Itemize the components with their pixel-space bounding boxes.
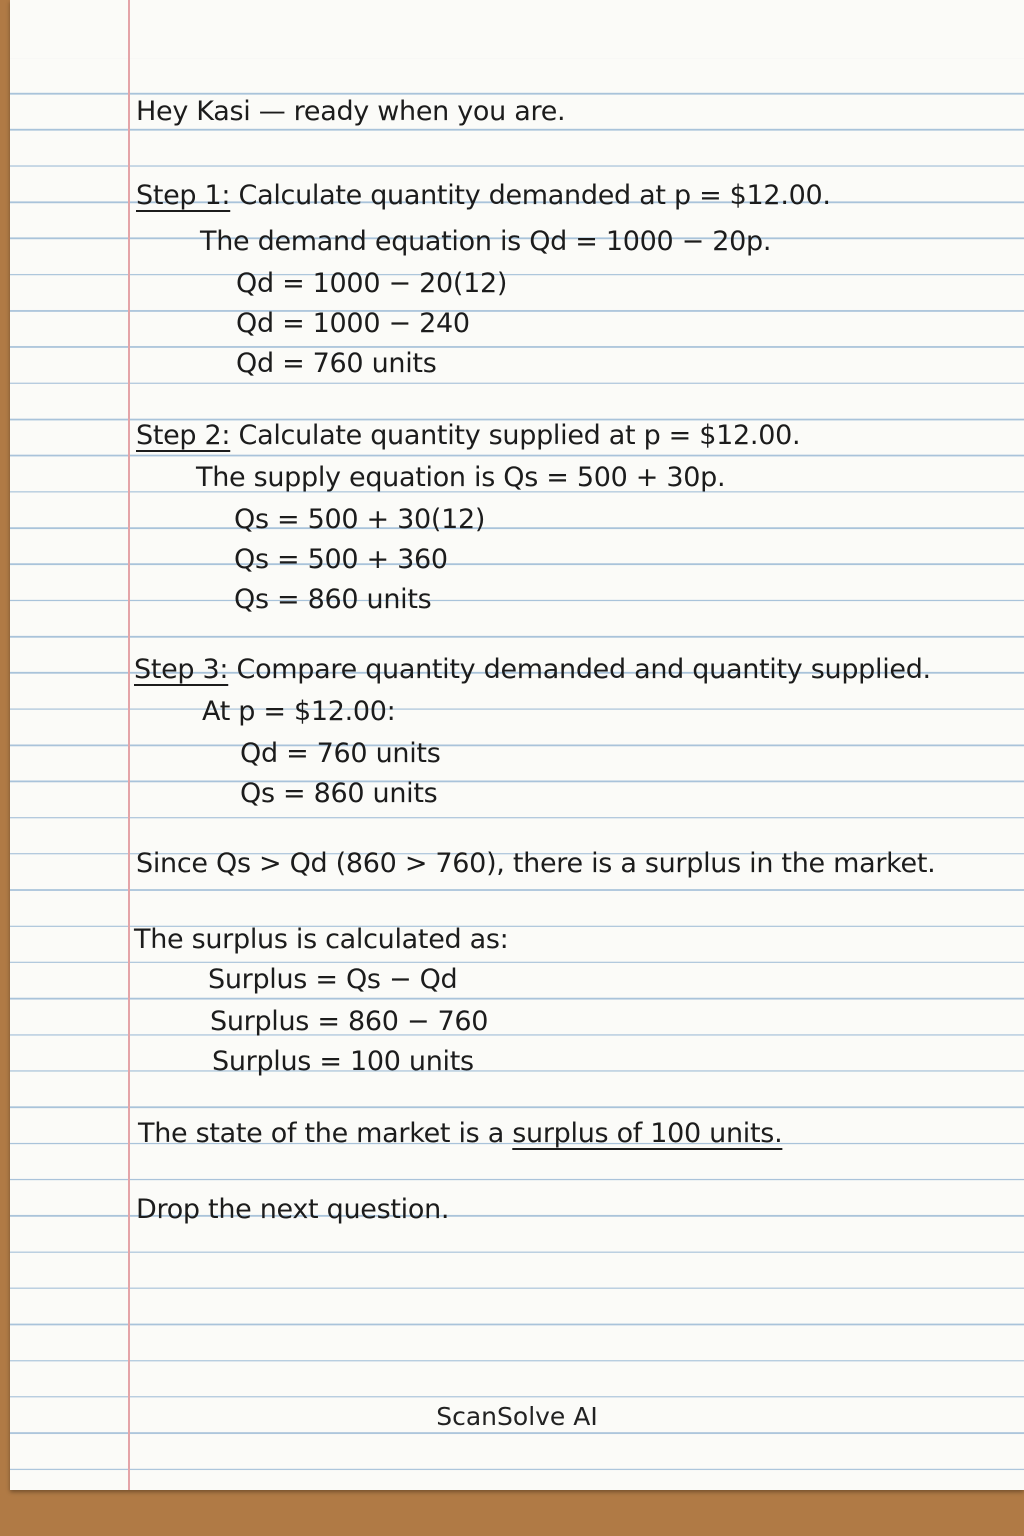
step1-line: Qd = 1000 − 20(12) [236, 268, 508, 299]
surplus-line: Surplus = Qs − Qd [208, 964, 458, 995]
closing-line: Drop the next question. [136, 1194, 450, 1225]
greeting: Hey Kasi — ready when you are. [136, 96, 566, 127]
step1-line: Qd = 1000 − 240 [236, 308, 470, 339]
surplus-line: Surplus = 100 units [212, 1046, 474, 1077]
surplus-intro: The surplus is calculated as: [134, 924, 509, 955]
step2-equation-intro: The supply equation is Qs = 500 + 30p. [196, 462, 726, 493]
since-line: Since Qs > Qd (860 > 760), there is a surplus in the market. [136, 848, 936, 879]
step3-title: Compare quantity demanded and quantity supplied. [236, 654, 931, 685]
step3-heading [134, 654, 931, 685]
conclusion [138, 1118, 782, 1149]
step1-line: Qd = 760 units [236, 348, 437, 379]
surplus-line: Surplus = 860 − 760 [210, 1006, 489, 1037]
step3-line: Qd = 760 units [240, 738, 441, 769]
margin-line [128, 0, 130, 1490]
step2-line: Qs = 500 + 360 [234, 544, 448, 575]
step2-heading [136, 420, 800, 451]
conclusion-prefix: The state of the market is a [138, 1118, 504, 1149]
step3-line: Qs = 860 units [240, 778, 438, 809]
step2-line: Qs = 500 + 30(12) [234, 504, 486, 535]
step2-line: Qs = 860 units [234, 584, 432, 615]
step1-equation-intro: The demand equation is Qd = 1000 − 20p. [200, 226, 772, 257]
step2-label: Step 2: [136, 420, 231, 451]
step2-title: Calculate quantity supplied at p = $12.00. [238, 420, 801, 451]
step1-label: Step 1: [136, 180, 231, 211]
step1-title: Calculate quantity demanded at p = $12.00. [238, 180, 831, 211]
step3-label: Step 3: [134, 654, 229, 685]
conclusion-highlight: surplus of 100 units. [512, 1118, 783, 1149]
notebook-page [10, 0, 1024, 1490]
step1-heading [136, 180, 831, 211]
footer-brand: ScanSolve AI [436, 1402, 598, 1431]
step3-at-price: At p = $12.00: [202, 696, 396, 727]
